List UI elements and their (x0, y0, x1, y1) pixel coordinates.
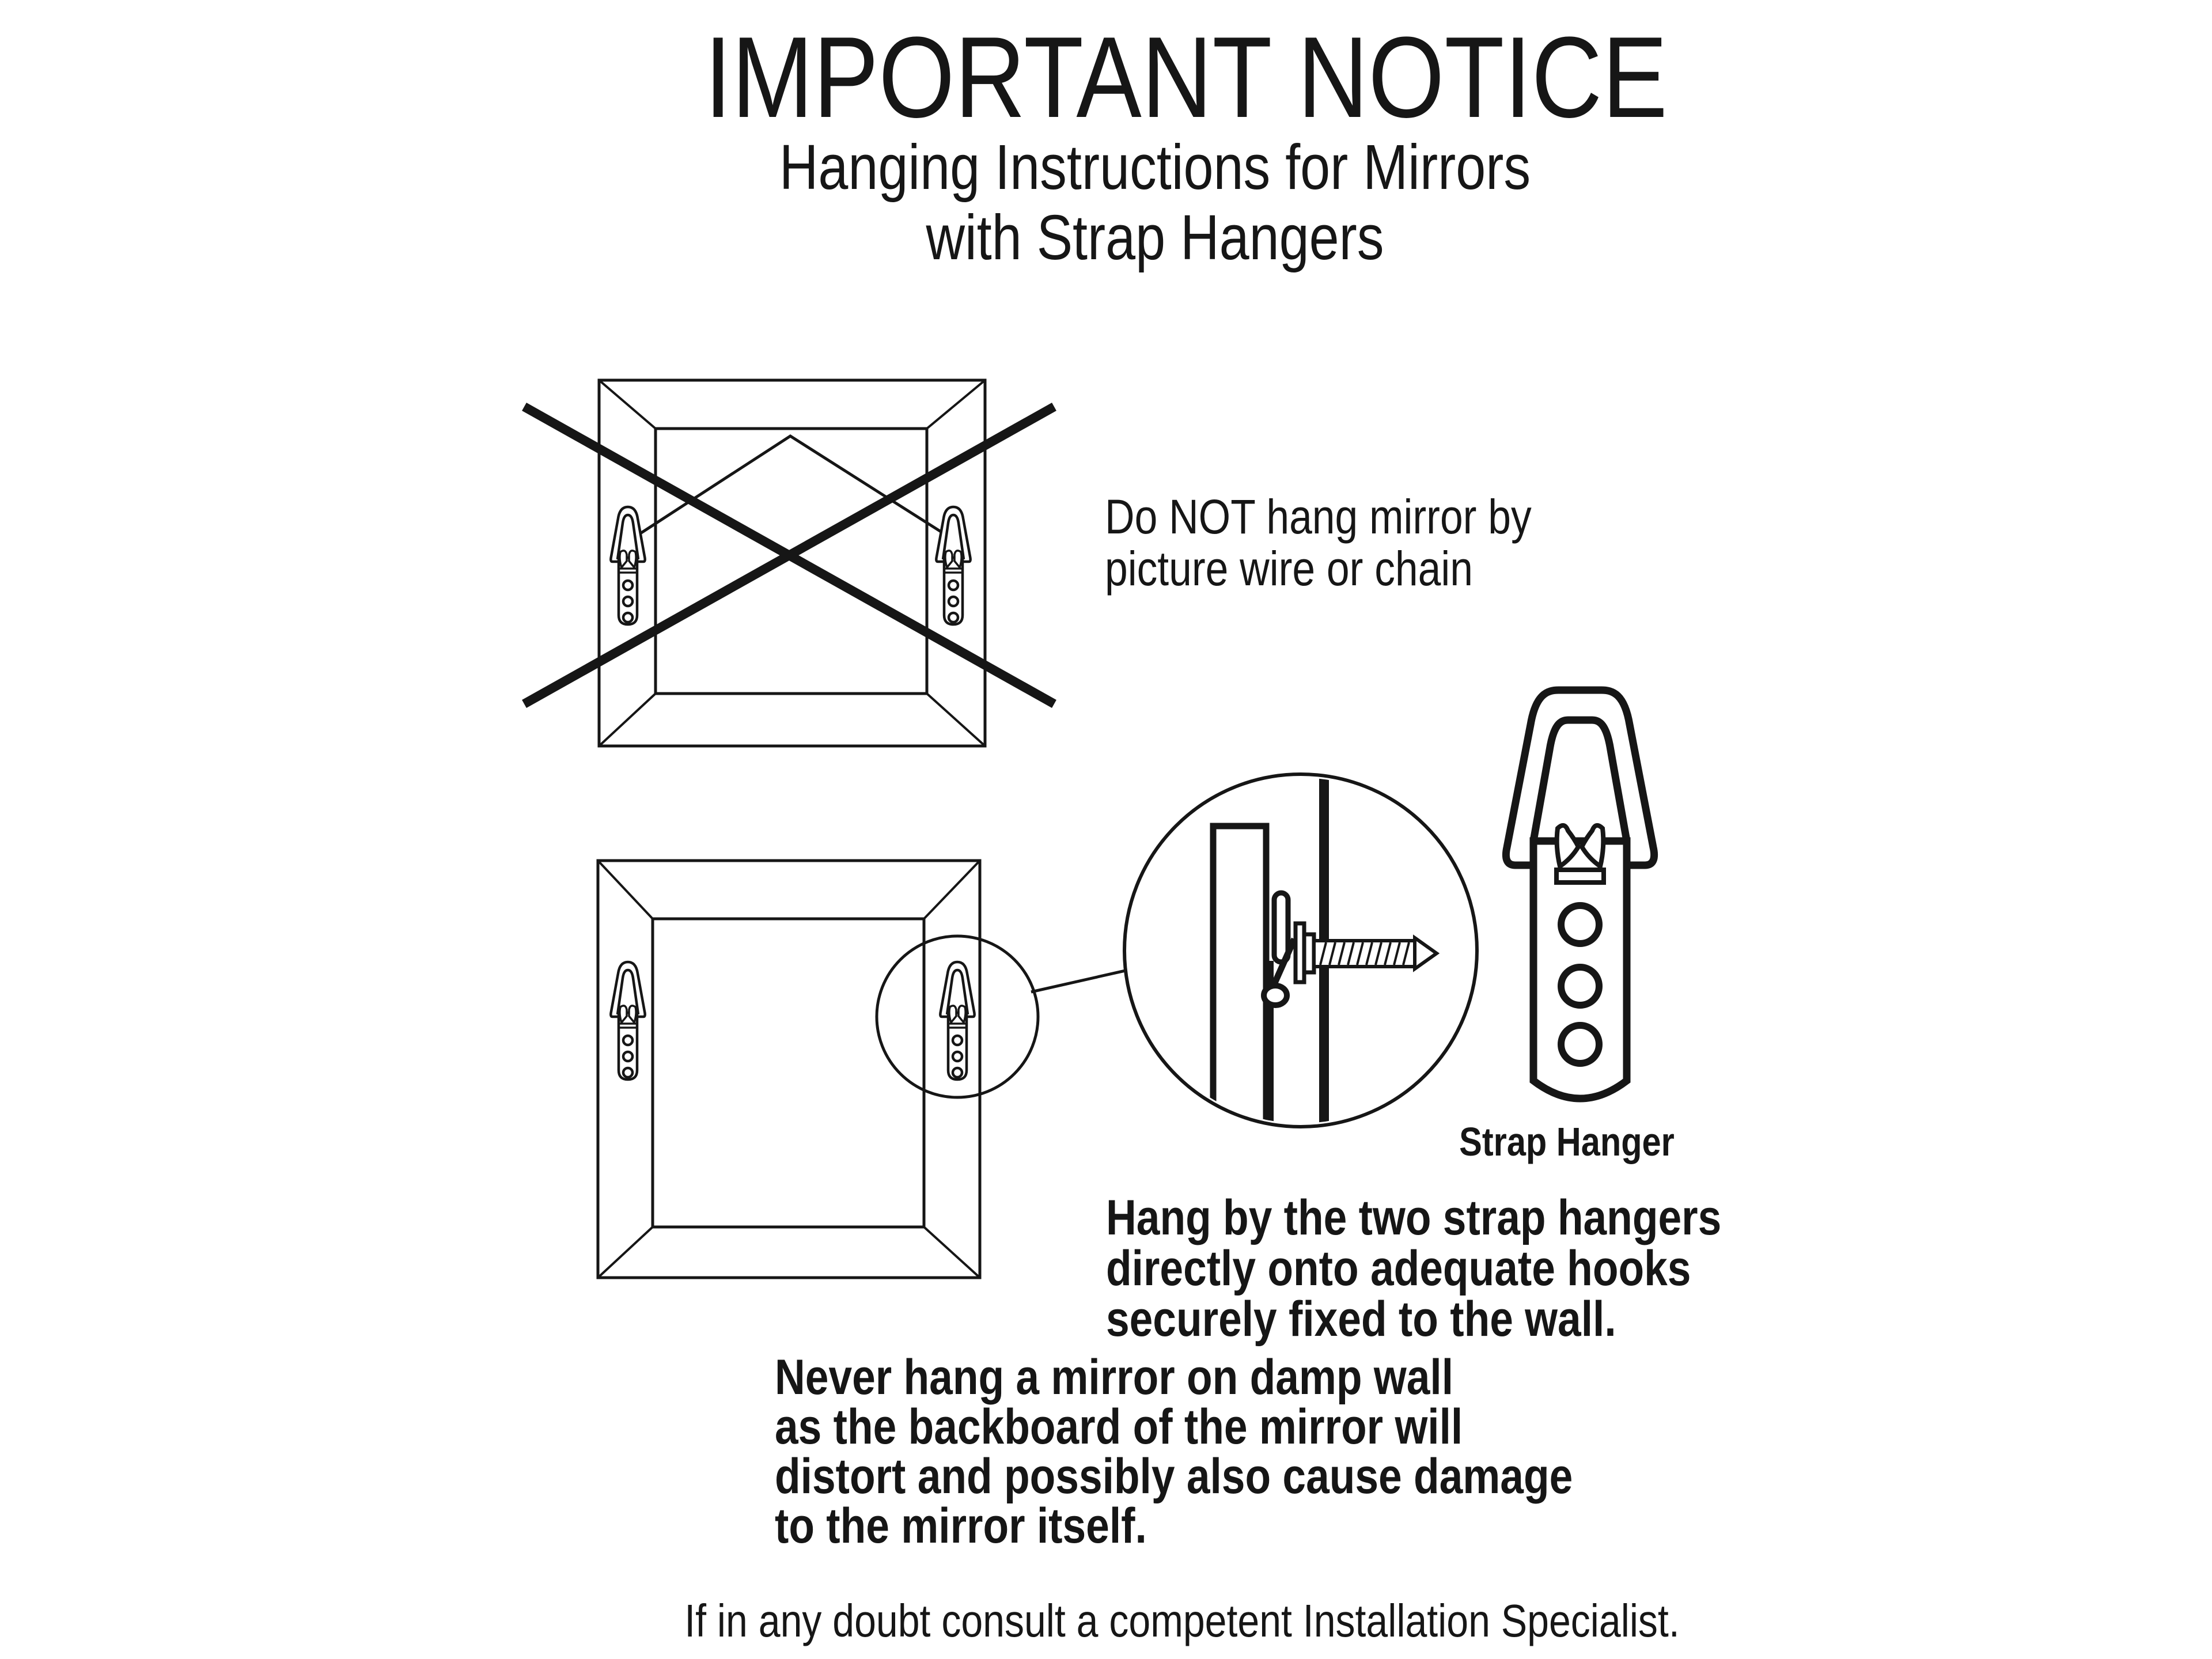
caption-line: picture wire or chain (1105, 541, 1473, 596)
caption-line: to the mirror itself. (775, 1498, 1147, 1554)
caption-line: Never hang a mirror on damp wall (775, 1350, 1454, 1405)
strap-hanger-icon (611, 962, 645, 1080)
strap-hanger-icon (936, 507, 970, 624)
strap-hung-mirror-diagram (598, 861, 1128, 1278)
caption-line: directly onto adequate hooks (1106, 1241, 1691, 1296)
no-cross-icon (524, 407, 1054, 704)
mirror-frame-inner (653, 919, 924, 1227)
footer-advice: If in any doubt consult a competent Installation Specialist. (684, 1595, 1680, 1646)
page-title: IMPORTANT NOTICE (704, 13, 1668, 142)
crossed-mirror-diagram (524, 380, 1054, 746)
damp-wall-caption (775, 1350, 1573, 1554)
strap-hanger-label: Strap Hanger (1459, 1119, 1675, 1164)
hanger-ring-icon (1264, 986, 1287, 1005)
subtitle-line: Hanging Instructions for Mirrors (779, 132, 1531, 203)
subtitle-line: with Strap Hangers (926, 202, 1384, 273)
strap-hanger-icon (611, 507, 645, 624)
hook-detail-diagram (1124, 774, 1477, 1160)
callout-line (1031, 970, 1128, 992)
page-subtitle (714, 132, 1596, 273)
hanger-crimp (1556, 870, 1604, 882)
caption-line: as the backboard of the mirror will (775, 1399, 1463, 1455)
caption-line: Do NOT hang mirror by (1105, 490, 1532, 544)
caption-line: securely fixed to the wall. (1106, 1291, 1616, 1347)
strap-hanger-large-diagram (1506, 690, 1654, 1099)
caption-line: Hang by the two strap hangers (1106, 1190, 1722, 1245)
hang-caption (1106, 1190, 1722, 1347)
strap-hanger-icon (940, 962, 974, 1080)
do-not-caption (1105, 491, 1532, 594)
caption-line: distort and possibly also cause damage (775, 1449, 1573, 1504)
